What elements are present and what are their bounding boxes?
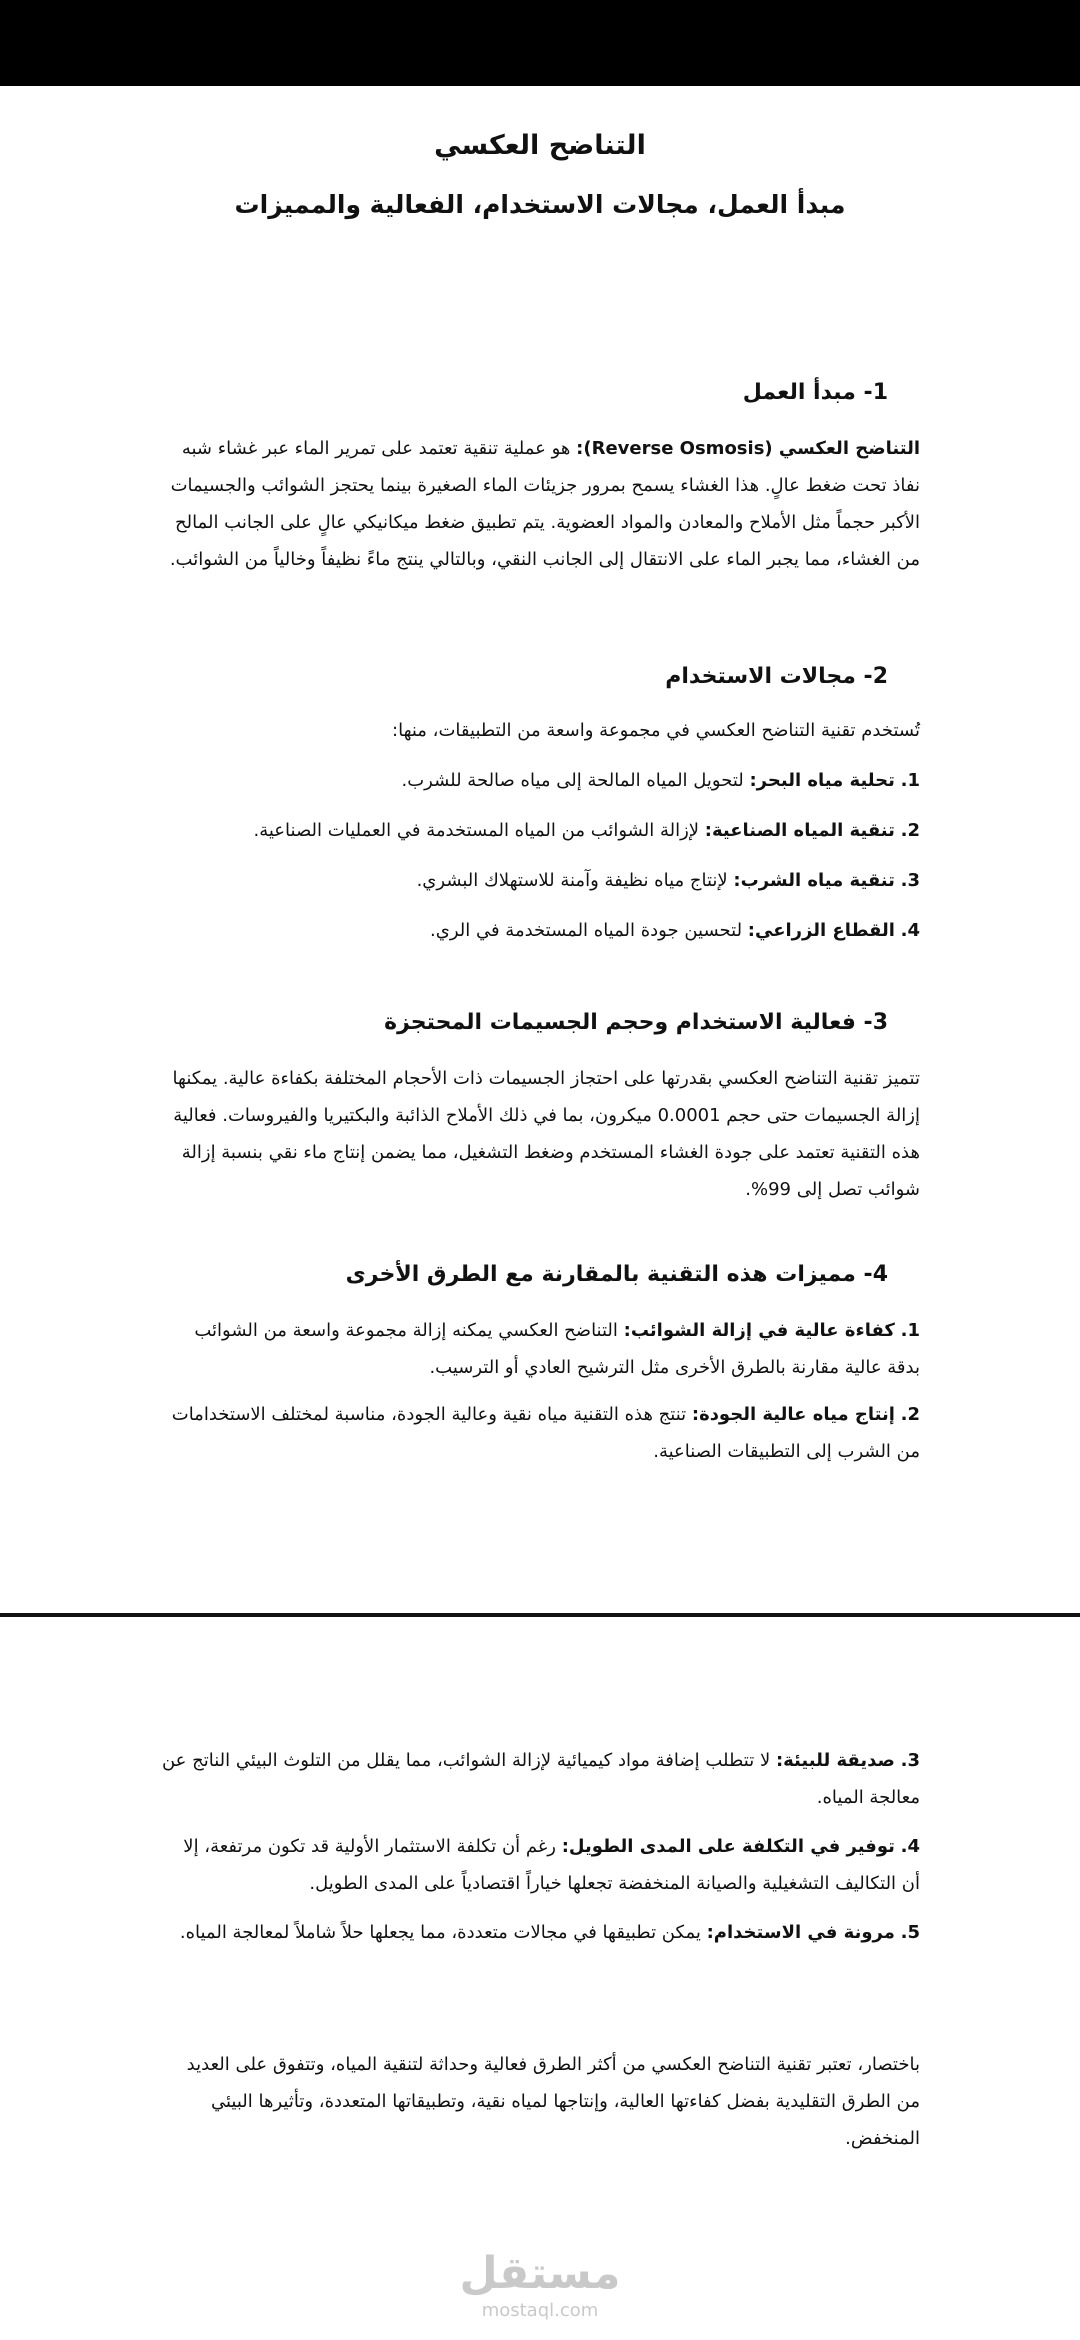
section-1-paragraph (160, 430, 920, 578)
document-title: التناضح العكسي (434, 130, 646, 161)
list-item (160, 862, 920, 899)
item-text: لتحويل المياه المالحة إلى مياه صالحة للشرب. (401, 770, 750, 791)
item-label: إنتاج مياه عالية الجودة: (691, 1404, 895, 1425)
list-item (160, 812, 920, 849)
item-number: 5. (900, 1922, 920, 1943)
item-number: 2. (900, 820, 920, 841)
section-3-paragraph: تتميز تقنية التناضح العكسي بقدرتها على احتجاز الجسيمات ذات الأحجام المختلفة بكفاءة عالية. يمكنها إزالة الجسيمات حتى حجم 0.0001 ميكرون، بما في ذلك الأملاح الذائبة والبكتيريا والفيروسات. فعالية هذه التقنية تعتمد على جودة الغشاء المستخدم وضغط التشغيل، مما يضمن إنتاج ماء نقي بنسبة إزالة شوائب تصل إلى 99%. (172, 1068, 920, 1200)
list-item (160, 1742, 920, 1816)
list-item (160, 1828, 920, 1902)
item-text: رغم أن تكلفة الاستثمار الأولية قد تكون مرتفعة، إلا أن التكاليف التشغيلية والصيانة المنخفضة تجعلها خياراً اقتصادياً على المدى الطويل. (183, 1836, 920, 1894)
item-text: لإزالة الشوائب من المياه المستخدمة في العمليات الصناعية. (253, 820, 705, 841)
section-1-heading: 1- مبدأ العمل (742, 380, 888, 405)
item-number: 4. (900, 1836, 920, 1857)
watermark-url: mostaql.com (481, 2300, 599, 2321)
item-text: تنتج هذه التقنية مياه نقية وعالية الجودة، مناسبة لمختلف الاستخدامات من الشرب إلى التطبيقات الصناعية. (171, 1404, 920, 1462)
item-text: التناضح العكسي يمكنه إزالة مجموعة واسعة من الشوائب بدقة عالية مقارنة بالطرق الأخرى مثل الترشيح العادي أو الترسيب. (194, 1320, 920, 1378)
item-text: لتحسين جودة المياه المستخدمة في الري. (430, 920, 748, 941)
list-item (160, 912, 920, 949)
item-label: كفاءة عالية في إزالة الشوائب: (623, 1320, 895, 1341)
section-4-heading: 4- مميزات هذه التقنية بالمقارنة مع الطرق الأخرى (345, 1262, 888, 1287)
item-number: 1. (900, 770, 920, 791)
top-status-bar (0, 0, 1080, 86)
list-item (160, 1396, 920, 1470)
conclusion-paragraph: باختصار، تعتبر تقنية التناضح العكسي من أكثر الطرق فعالية وحداثة لتنقية المياه، وتتفوق على العديد من الطرق التقليدية بفضل كفاءتها العالية، وإنتاجها لمياه نقية، وتطبيقاتها المتعددة، وتأثيرها البيئي المنخفض. (186, 2054, 920, 2149)
item-label: تنقية المياه الصناعية: (704, 820, 895, 841)
item-number: 3. (900, 870, 920, 891)
item-number: 4. (900, 920, 920, 941)
item-text: لا تتطلب إضافة مواد كيميائية لإزالة الشوائب، مما يقلل من التلوث البيئي الناتج عن معالجة المياه. (161, 1750, 920, 1808)
term-label: التناضح العكسي (Reverse Osmosis): (576, 438, 920, 459)
item-text: يمكن تطبيقها في مجالات متعددة، مما يجعلها حلاً شاملاً لمعالجة المياه. (179, 1922, 707, 1943)
item-number: 1. (900, 1320, 920, 1341)
section-3-heading: 3- فعالية الاستخدام وحجم الجسيمات المحتجزة (384, 1010, 888, 1035)
item-label: تنقية مياه الشرب: (733, 870, 895, 891)
document-page-2 (0, 1617, 1080, 2340)
item-label: تحلية مياه البحر: (749, 770, 895, 791)
list-item (160, 1312, 920, 1386)
list-item (160, 1914, 920, 1951)
item-label: توفير في التكلفة على المدى الطويل: (561, 1836, 895, 1857)
paragraph-text: هو عملية تنقية تعتمد على تمرير الماء عبر غشاء شبه نفاذ تحت ضغط عالٍ. هذا الغشاء يسمح بمرور جزيئات الماء الصغيرة بينما يحتجز الشوائب والجسيمات الأكبر حجماً مثل الأملاح والمعادن والمواد العضوية. يتم تطبيق ضغط ميكانيكي عالٍ على الجانب المالح من الغشاء، مما يجبر الماء على الانتقال إلى الجانب النقي، وبالتالي ينتج ماءً نظيفاً وخالياً من الشوائب. (169, 438, 920, 570)
document-subtitle: مبدأ العمل، مجالات الاستخدام، الفعالية والمميزات (234, 190, 846, 219)
item-number: 2. (900, 1404, 920, 1425)
list-item (160, 762, 920, 799)
section-2-heading: 2- مجالات الاستخدام (665, 664, 888, 689)
item-number: 3. (900, 1750, 920, 1771)
item-label: مرونة في الاستخدام: (706, 1922, 895, 1943)
watermark-logo: مستقل (459, 2248, 621, 2299)
item-label: صديقة للبيئة: (775, 1750, 895, 1771)
section-2-intro: تُستخدم تقنية التناضح العكسي في مجموعة واسعة من التطبيقات، منها: (392, 720, 920, 741)
item-text: لإنتاج مياه نظيفة وآمنة للاستهلاك البشري. (416, 870, 734, 891)
item-label: القطاع الزراعي: (747, 920, 895, 941)
